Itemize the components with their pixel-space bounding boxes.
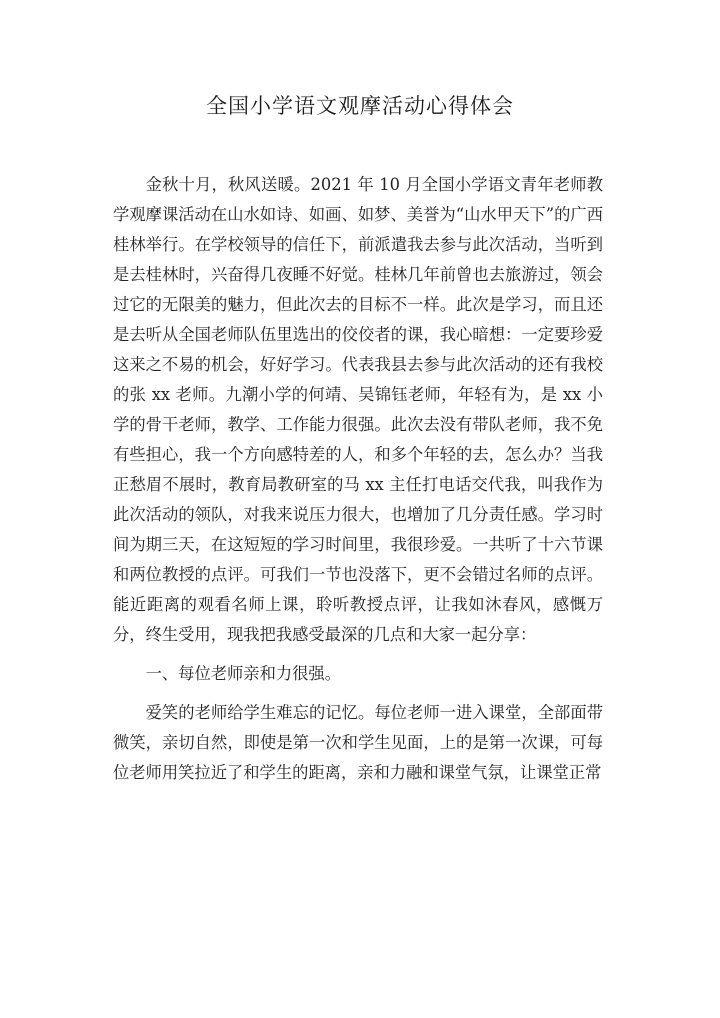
section-heading-1: 一、每位老师亲和力很强。 (145, 664, 341, 683)
document-title: 全国小学语文观摩活动心得体会 (206, 94, 514, 118)
document-body (113, 170, 603, 788)
paragraph-section-1: 爱笑的老师给学生难忘的记忆。每位老师一进入课堂，全部面带微笑，亲切自然，即使是第一次和学生见面，上的是第一次课，可每位老师用笑拉近了和学生的距离，亲和力融和课堂气氛，让课堂正常 (113, 703, 603, 782)
paragraph-intro: 金秋十月，秋风送暖。2021 年 10 月全国小学语文青年老师教学观摩课活动在山水如诗、如画、如梦、美誉为“山水甲天下”的广西桂林举行。在学校领导的信任下，前派遣我去参与此次活动，当听到是去桂林时，兴奋得几夜睡不好觉。桂林几年前曾也去旅游过，领会过它的无限美的魅力，但此次去的目标不一样。此次是学习，而且还是去听从全国老师队伍里选出的佼佼者的课，我心暗想：一定要珍爱这来之不易的机会，好好学习。代表我县去参与此次活动的还有我校的张 xx 老师。九潮小学的何靖、吴锦钰老师，年轻有为，是 xx 小学的骨干老师，教学、工作能力很强。此次去没有带队老师，我不免有些担心，我一个方向感特差的人，和多个年轻的去，怎么办？当我正愁眉不展时，教育局教研室的马 xx 主任打电话交代我，叫我作为此次活动的领队，对我来说压力很大，也增加了几分责任感。学习时间为期三天，在这短短的学习时间里，我很珍爱。一共听了十六节课和两位教授的点评。可我们一节也没落下，更不会错过名师的点评。能近距离的观看名师上课，聆听教授点评，让我如沐春风，感慨万分，终生受用，现我把我感受最深的几点和大家一起分享： (113, 175, 603, 644)
